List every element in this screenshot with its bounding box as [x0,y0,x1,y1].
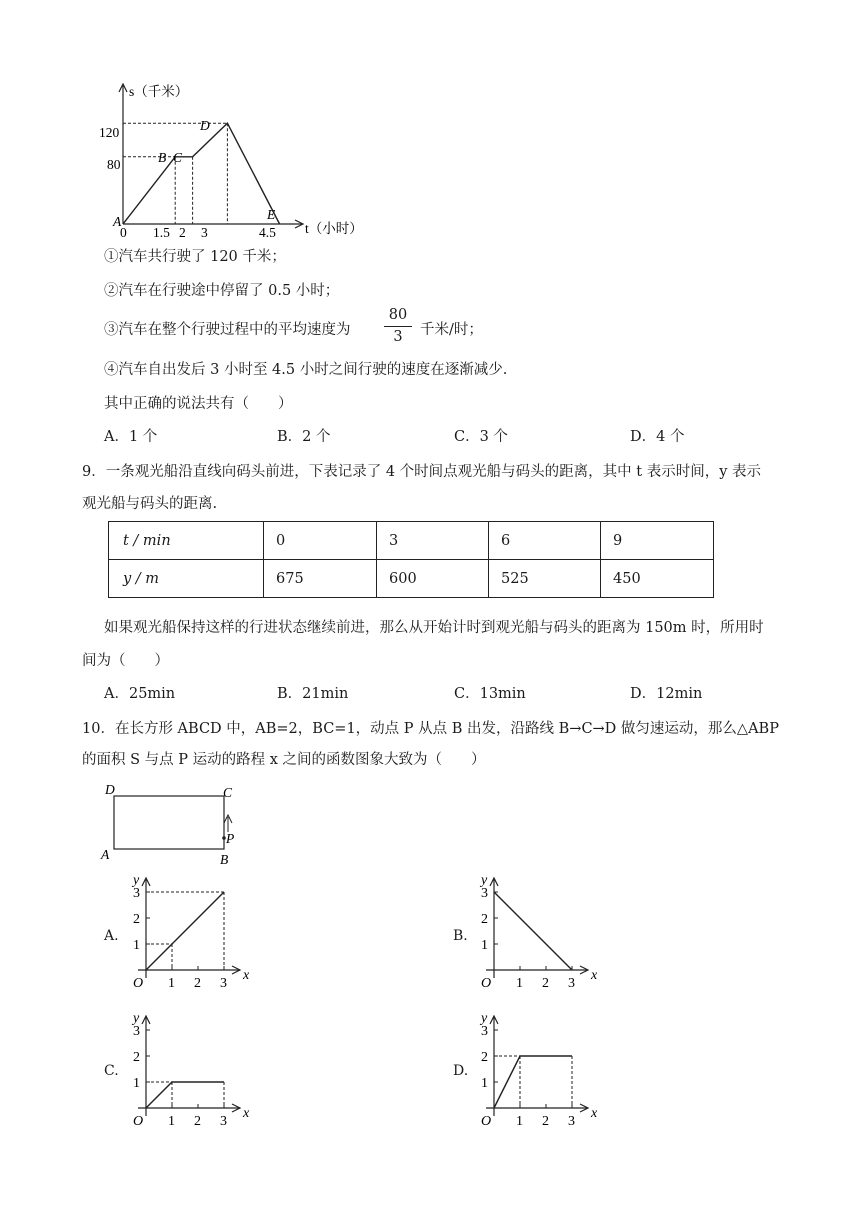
x-tick-label: 1 [516,1114,523,1129]
q8-fraction [384,306,412,347]
table-cell: 9 [601,522,714,560]
y-tick-label: 3 [481,886,488,901]
origin-label: O [133,1114,144,1129]
q10-label-D: D [105,782,115,797]
q8-statement-4: ④汽车自出发后 3 小时至 4.5 小时之间行驶的速度在逐渐减少. [104,362,508,378]
y-tick-label: 2 [133,1050,140,1065]
x-tick-label: 2 [542,1114,549,1129]
q10-rectangle-figure [100,780,250,866]
y-tick-label: 1 [481,938,488,953]
q8-statement-1: ①汽车共行驶了 120 千米； [104,249,286,265]
table-cell: 525 [489,560,601,598]
x-tick-label: 2 [194,1114,201,1129]
y-tick-label: 3 [133,886,140,901]
q9-option-a[interactable]: A．25min [104,686,176,702]
x-tick-label: 1 [168,976,175,991]
q9-option-c[interactable]: C．13min [454,686,526,702]
x-tick-label: 3 [568,1114,575,1129]
q8-statement-3: ③汽车在整个行驶过程中的平均速度为 [104,322,351,338]
q8-option-d[interactable]: D．4 个 [630,429,685,445]
q8-option-a[interactable]: A．1 个 [104,429,158,445]
q8-prompt: 其中正确的说法共有（ ） [104,396,293,412]
table-cell: 0 [264,522,377,560]
q8-xtick-1.5: 1.5 [153,225,170,240]
x-tick-label: 2 [194,976,201,991]
q10-option-a-graph[interactable] [122,870,262,992]
origin-label: O [133,976,144,991]
table-row [109,522,714,560]
x-tick-label: 2 [542,976,549,991]
y-tick-label: 2 [481,1050,488,1065]
series-line [494,1056,572,1108]
y-tick-label: 3 [133,1024,140,1039]
q8-xtick-4.5: 4.5 [259,225,276,240]
x-tick-label: 3 [220,1114,227,1129]
q9-option-b[interactable]: B．21min [277,686,349,702]
x-axis-label: x [591,1106,598,1121]
series-line [494,892,572,970]
q8-ytick-120: 120 [99,125,120,140]
y-axis-label: y [481,1011,488,1026]
q10-label-P: P [226,831,235,846]
table-cell: 675 [264,560,377,598]
q8-fraction-denominator: 3 [393,329,403,345]
y-axis-label: y [133,873,140,888]
y-tick-label: 1 [133,938,140,953]
q9-line-4: 间为（ ） [82,653,169,669]
q8-option-c[interactable]: C．3 个 [454,429,508,445]
table-cell: y / m [109,560,264,598]
q8-option-b[interactable]: B．2 个 [277,429,331,445]
q10-option-c-graph[interactable] [122,1008,262,1130]
y-tick-label: 1 [481,1076,488,1091]
q8-distance-time-graph [95,80,375,240]
y-tick-label: 1 [133,1076,140,1091]
q8-ytick-80: 80 [107,157,121,172]
y-axis-label: y [481,873,488,888]
q10-option-c-label[interactable]: C. [104,1063,119,1079]
table-cell: 6 [489,522,601,560]
y-tick-label: 2 [133,912,140,927]
x-tick-label: 1 [168,1114,175,1129]
q8-series-line [123,123,280,224]
q8-point-E: E [267,207,276,222]
q8-xtick-3: 3 [201,225,208,240]
x-axis-label: x [591,968,598,983]
origin-label: O [481,1114,492,1129]
q9-option-d[interactable]: D．12min [630,686,703,702]
q9-data-table [108,521,714,598]
origin-label: O [481,976,492,991]
q10-line-1: 10．在长方形 ABCD 中，AB=2，BC=1，动点 P 从点 B 出发，沿路线 B→C→D 做匀速运动，那么△ABP [82,721,779,737]
q8-statement-2: ②汽车在行驶途中停留了 0.5 小时； [104,283,340,299]
q8-fraction-numerator: 80 [384,306,412,327]
q10-rectangle [114,796,224,849]
q10-option-b-graph[interactable] [470,870,610,992]
q10-label-B: B [220,852,229,866]
x-axis-label: x [243,968,250,983]
series-line [146,1082,224,1108]
q9-line-3: 如果观光船保持这样的行进状态继续前进，那么从开始计时到观光船与码头的距离为 150m 时，所用时 [104,620,764,636]
q10-line-2: 的面积 S 与点 P 运动的路程 x 之间的函数图象大致为（ ） [82,752,486,768]
y-tick-label: 2 [481,912,488,927]
q8-xtick-2: 2 [179,225,186,240]
q10-option-b-label[interactable]: B. [453,928,468,944]
q8-fraction-suffix: 千米/时； [420,322,483,338]
q10-option-d-label[interactable]: D. [453,1063,469,1079]
series-line [146,892,224,970]
q8-point-D: D [200,118,210,133]
x-tick-label: 1 [516,976,523,991]
table-row [109,560,714,598]
y-tick-label: 3 [481,1024,488,1039]
q8-xtick-0: 0 [120,225,127,240]
q8-point-C: C [173,150,183,165]
q8-ylabel: s（千米） [129,84,189,99]
q10-label-C: C [223,785,233,800]
q8-point-A: A [113,214,122,229]
q10-option-a-label[interactable]: A. [104,928,119,944]
q10-option-d-graph[interactable] [470,1008,610,1130]
q9-line-1: 9．一条观光船沿直线向码头前进，下表记录了 4 个时间点观光船与码头的距离，其中 t 表示时间，y 表示 [82,464,762,480]
x-tick-label: 3 [220,976,227,991]
q8-xlabel: t（小时） [305,221,363,236]
x-tick-label: 3 [568,976,575,991]
q8-point-B: B [158,150,167,165]
table-cell: 600 [377,560,489,598]
table-cell: t / min [109,522,264,560]
x-axis-label: x [243,1106,250,1121]
q9-line-2: 观光船与码头的距离. [82,496,218,512]
table-cell: 3 [377,522,489,560]
table-cell: 450 [601,560,714,598]
q10-label-A: A [101,847,110,862]
y-axis-label: y [133,1011,140,1026]
